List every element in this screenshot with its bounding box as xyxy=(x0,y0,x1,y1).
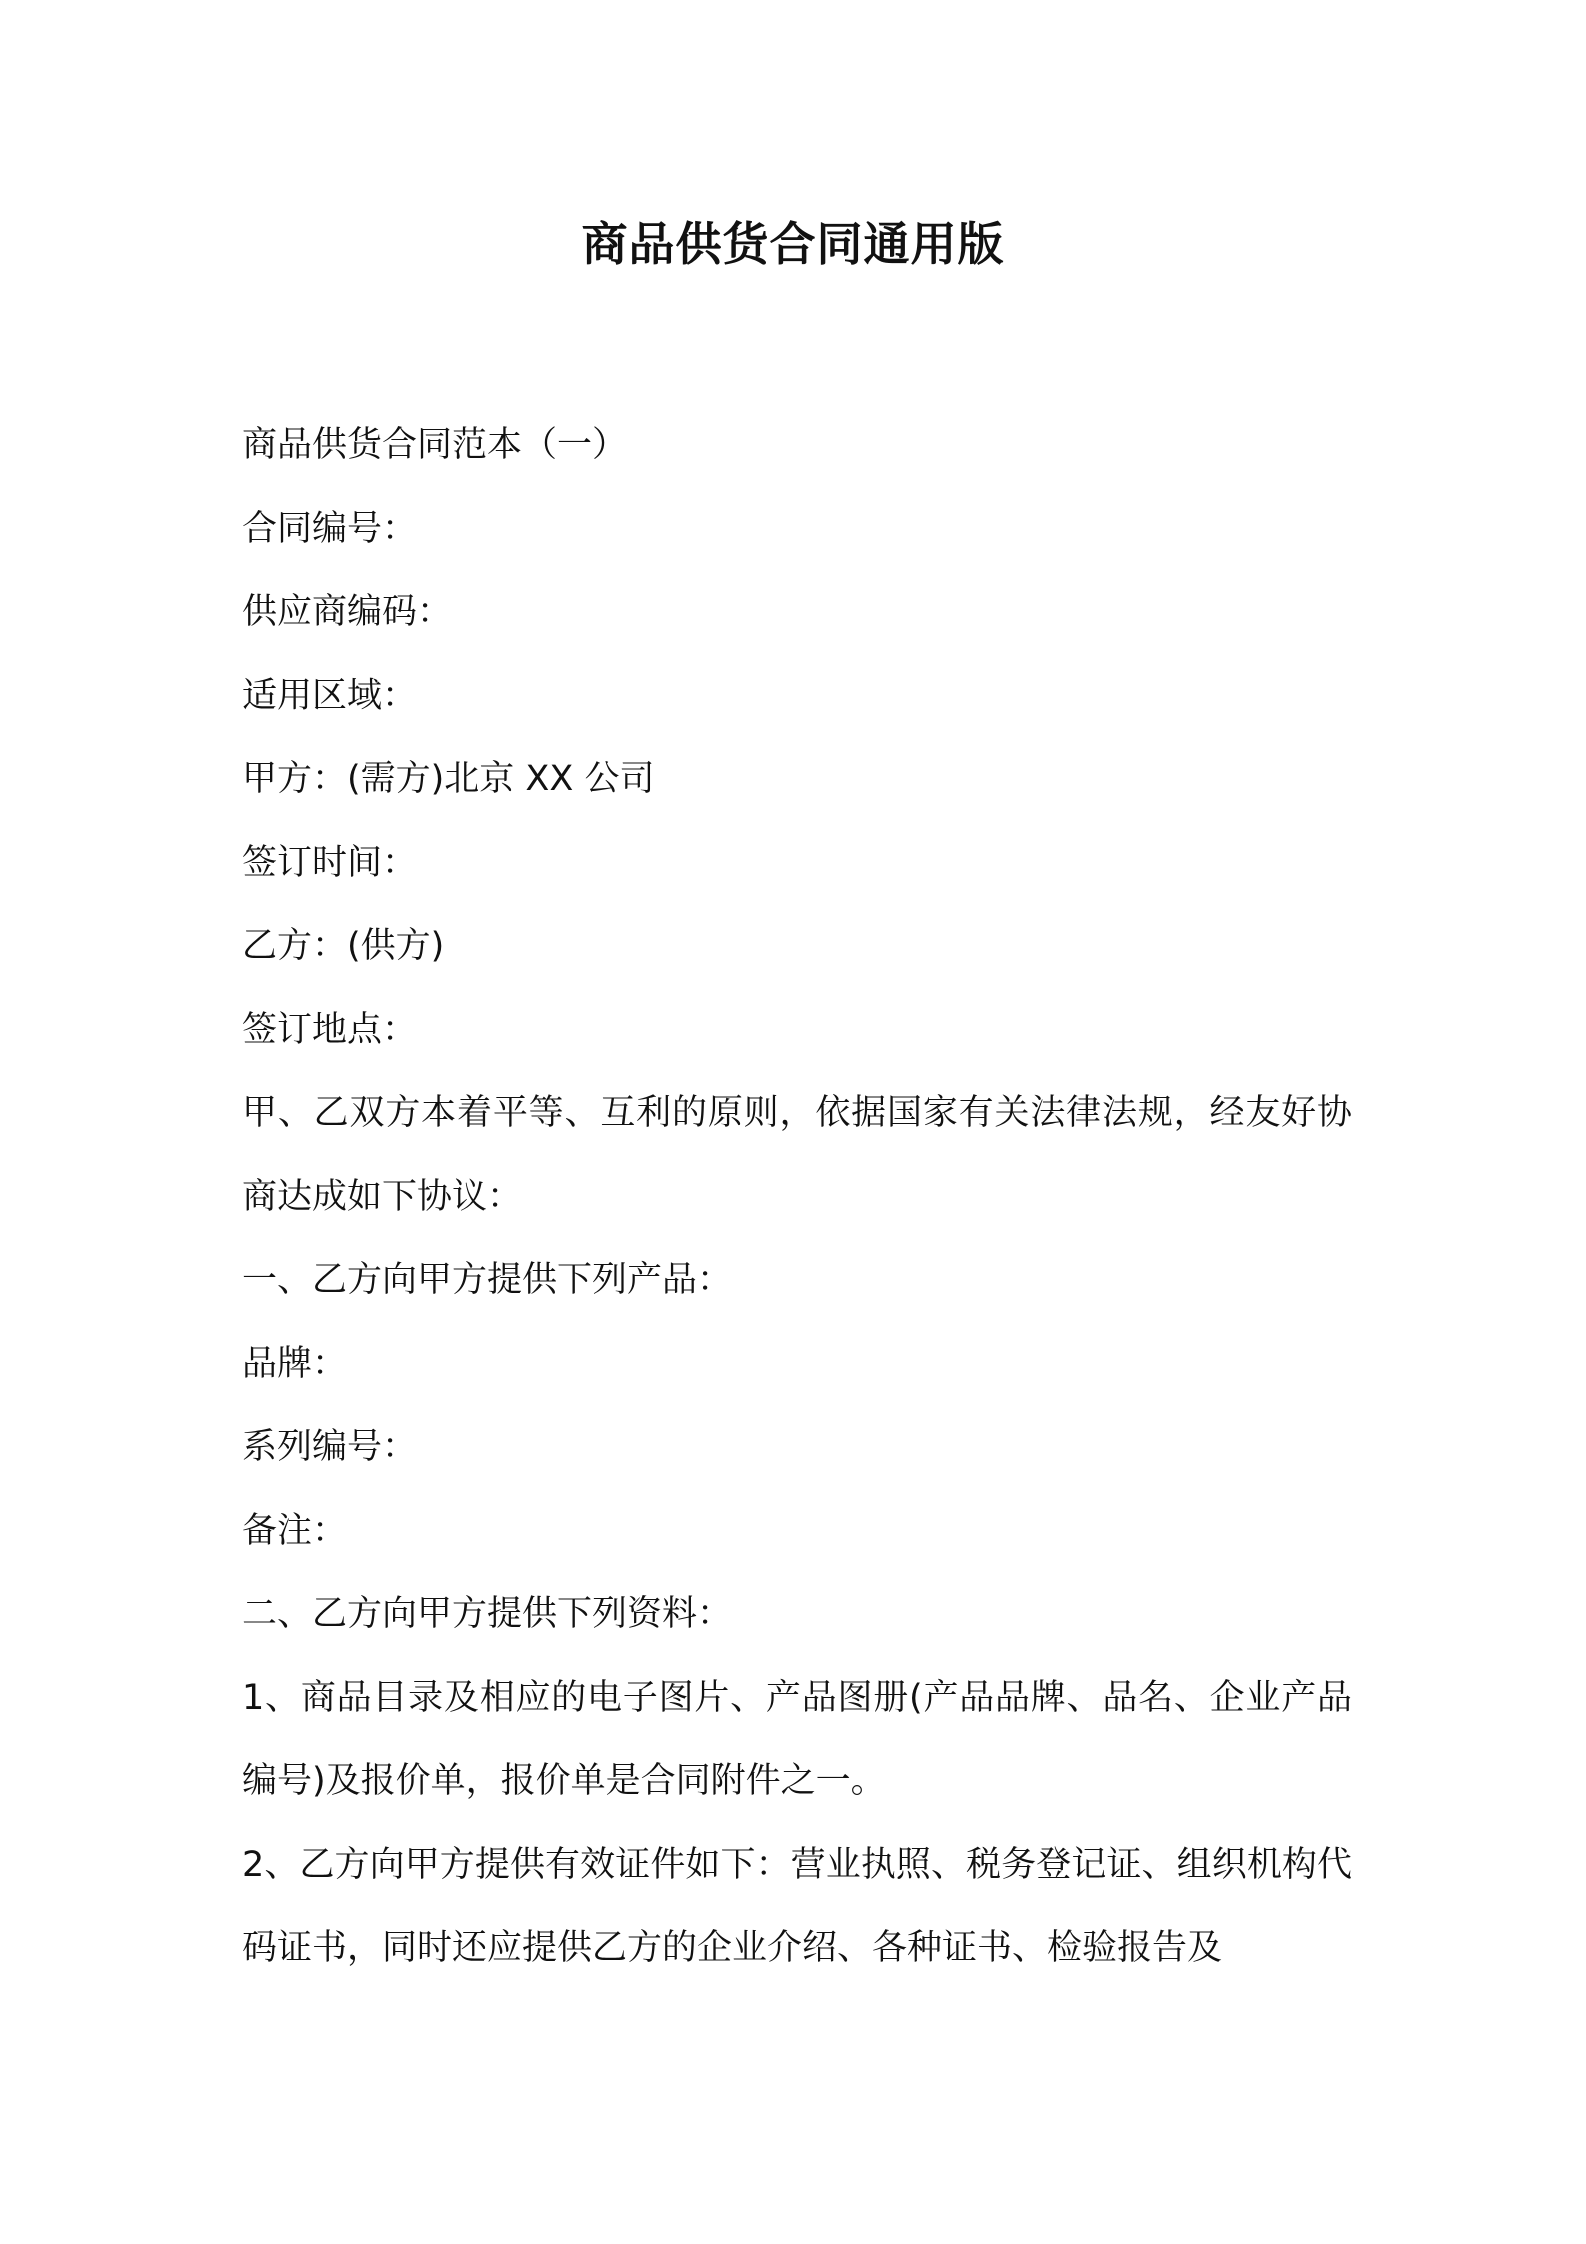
section-one-heading: 一、乙方向甲方提供下列产品： xyxy=(242,1260,733,1300)
contract-sample-heading: 商品供货合同范本（一） xyxy=(242,425,628,465)
document-title: 商品供货合同通用版 xyxy=(581,217,1005,271)
signing-place-field: 签订地点： xyxy=(242,1009,418,1050)
party-a-field: 甲方：(需方)北京 XX 公司 xyxy=(242,759,655,799)
clause-2-certificates: 2、乙方向甲方提供有效证件如下：营业执照、税务登记证、组织机构代码证书，同时还应提供乙方的企业介绍、各种证书、检验报告及 xyxy=(242,1844,1352,1968)
series-number-field: 系列编号： xyxy=(242,1427,418,1467)
clause-1-materials: 1、商品目录及相应的电子图片、产品图册(产品品牌、品名、企业产品编号)及报价单，报价单是合同附件之一。 xyxy=(242,1677,1352,1801)
agreement-preamble: 甲、乙双方本着平等、互利的原则，依据国家有关法律法规，经友好协商达成如下协议： xyxy=(242,1093,1352,1217)
signing-time-field: 签订时间： xyxy=(242,842,418,883)
party-b-field: 乙方：(供方) xyxy=(242,926,445,966)
section-two-heading: 二、乙方向甲方提供下列资料： xyxy=(242,1594,733,1634)
applicable-region-field: 适用区域： xyxy=(242,675,418,716)
supplier-code-field: 供应商编码： xyxy=(242,592,453,632)
document-body xyxy=(242,404,1352,1991)
contract-number-field: 合同编号： xyxy=(242,508,418,549)
brand-field: 品牌： xyxy=(242,1343,348,1384)
remarks-field: 备注： xyxy=(242,1510,348,1551)
